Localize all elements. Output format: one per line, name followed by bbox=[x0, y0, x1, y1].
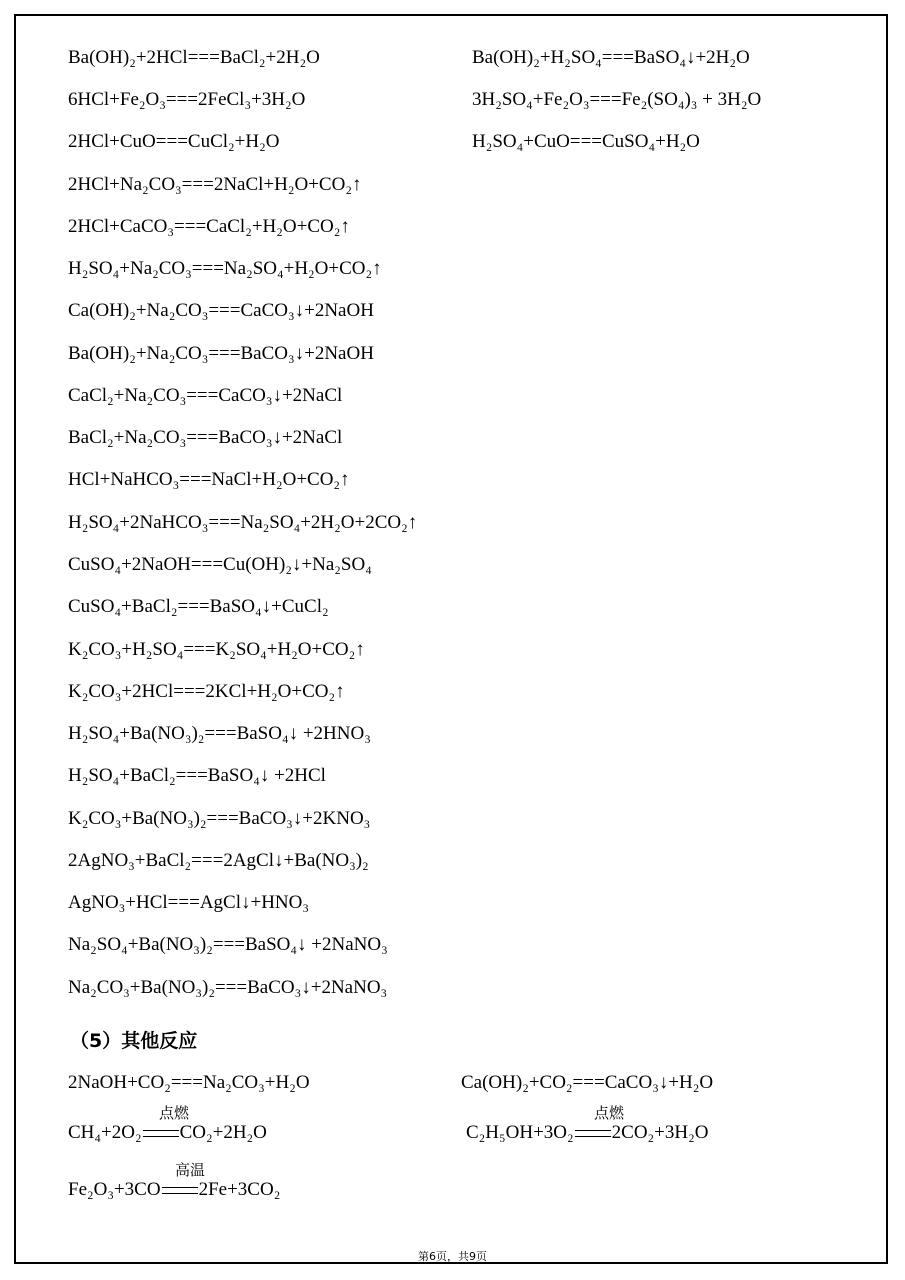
equation-with-condition bbox=[68, 1161, 281, 1202]
equation: CuSO₄+BaCl₂===BaSO₄↓+CuCl₂ bbox=[68, 596, 329, 617]
equation: 6HCl+Fe₂O₃===2FeCl₃+3H₂O bbox=[68, 89, 306, 110]
equation: Na₂CO₃+Ba(NO₃)₂===BaCO₃↓+2NaNO₃ bbox=[68, 977, 388, 998]
equation: AgNO₃+HCl===AgCl↓+HNO₃ bbox=[68, 892, 309, 913]
page-footer: 第6页，共9页 bbox=[418, 1250, 487, 1263]
reactants: C₂H₅OH+3O₂ bbox=[466, 1122, 574, 1143]
equation: Ba(OH)₂+2HCl===BaCl₂+2H₂O bbox=[68, 47, 320, 68]
equation: Ca(OH)₂+CO₂===CaCO₃↓+H₂O bbox=[461, 1072, 714, 1093]
equals-sign bbox=[575, 1130, 611, 1137]
equation-with-condition bbox=[466, 1104, 709, 1145]
equation: K₂CO₃+H₂SO₄===K₂SO₄+H₂O+CO₂↑ bbox=[68, 639, 365, 660]
equation: H₂SO₄+2NaHCO₃===Na₂SO₄+2H₂O+2CO₂↑ bbox=[68, 512, 418, 533]
equation: CaCl₂+Na₂CO₃===CaCO₃↓+2NaCl bbox=[68, 385, 343, 406]
section-heading: （5）其他反应 bbox=[70, 1030, 198, 1052]
equation: H₂SO₄+CuO===CuSO₄+H₂O bbox=[472, 131, 700, 152]
equation: 3H₂SO₄+Fe₂O₃===Fe₂(SO₄)₃ + 3H₂O bbox=[472, 89, 762, 110]
equals-sign bbox=[143, 1130, 179, 1137]
equals-sign bbox=[162, 1187, 198, 1194]
equation: 2NaOH+CO₂===Na₂CO₃+H₂O bbox=[68, 1072, 310, 1093]
condition-label: 点燃 bbox=[594, 1104, 625, 1122]
condition-label: 点燃 bbox=[159, 1104, 190, 1122]
equation: K₂CO₃+2HCl===2KCl+H₂O+CO₂↑ bbox=[68, 681, 345, 702]
equation: CuSO₄+2NaOH===Cu(OH)₂↓+Na₂SO₄ bbox=[68, 554, 372, 575]
equation: H₂SO₄+Ba(NO₃)₂===BaSO₄↓ +2HNO₃ bbox=[68, 723, 371, 744]
equation: H₂SO₄+BaCl₂===BaSO₄↓ +2HCl bbox=[68, 765, 326, 786]
equation: K₂CO₃+Ba(NO₃)₂===BaCO₃↓+2KNO₃ bbox=[68, 808, 371, 829]
equation: Ba(OH)₂+Na₂CO₃===BaCO₃↓+2NaOH bbox=[68, 343, 374, 364]
equation: Ba(OH)₂+H₂SO₄===BaSO₄↓+2H₂O bbox=[472, 47, 750, 68]
equation: 2HCl+Na₂CO₃===2NaCl+H₂O+CO₂↑ bbox=[68, 174, 362, 195]
equation: HCl+NaHCO₃===NaCl+H₂O+CO₂↑ bbox=[68, 469, 350, 490]
equation: H₂SO₄+Na₂CO₃===Na₂SO₄+H₂O+CO₂↑ bbox=[68, 258, 382, 279]
equation: 2HCl+CuO===CuCl₂+H₂O bbox=[68, 131, 280, 152]
equation-with-condition bbox=[68, 1104, 267, 1145]
equation: 2AgNO₃+BaCl₂===2AgCl↓+Ba(NO₃)₂ bbox=[68, 850, 369, 871]
equation: 2HCl+CaCO₃===CaCl₂+H₂O+CO₂↑ bbox=[68, 216, 350, 237]
products: 2Fe+3CO₂ bbox=[198, 1179, 281, 1200]
reactants: CH₄+2O₂ bbox=[68, 1122, 142, 1143]
equation: Ca(OH)₂+Na₂CO₃===CaCO₃↓+2NaOH bbox=[68, 300, 374, 321]
equation: BaCl₂+Na₂CO₃===BaCO₃↓+2NaCl bbox=[68, 427, 343, 448]
products: 2CO₂+3H₂O bbox=[611, 1122, 709, 1143]
equation: Na₂SO₄+Ba(NO₃)₂===BaSO₄↓ +2NaNO₃ bbox=[68, 934, 388, 955]
condition-label: 高温 bbox=[175, 1161, 206, 1179]
products: CO₂+2H₂O bbox=[179, 1122, 267, 1143]
reactants: Fe₂O₃+3CO bbox=[68, 1179, 161, 1200]
